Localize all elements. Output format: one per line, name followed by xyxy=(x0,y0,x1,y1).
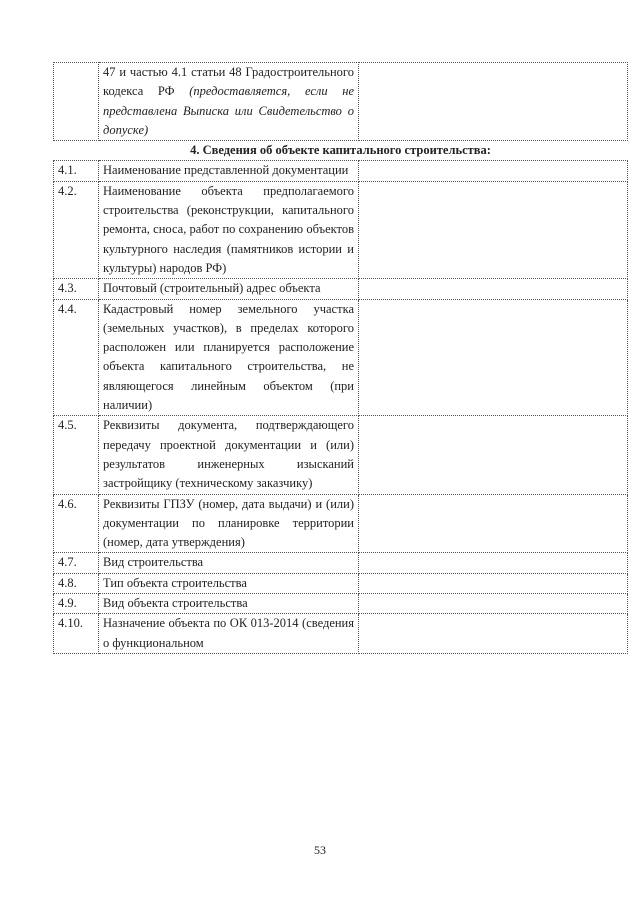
value-cell[interactable] xyxy=(359,279,628,299)
value-cell[interactable] xyxy=(359,494,628,553)
row-label: Наименование объекта предполагаемого строительства (реконструкции, капитального ремонта, сноса, работ по сохранению объектов культурного наследия (памятников истории и культуры) народов РФ) xyxy=(99,181,359,278)
table-row xyxy=(54,416,628,494)
value-cell[interactable] xyxy=(359,573,628,593)
value-cell[interactable] xyxy=(359,161,628,181)
section-title: 4. Сведения об объекте капитального строительства: xyxy=(190,143,491,158)
table-row xyxy=(54,161,628,181)
row-number: 4.2. xyxy=(54,181,99,278)
row-label: Реквизиты ГПЗУ (номер, дата выдачи) и (или) документации по планировке территории (номер, дата утверждения) xyxy=(99,494,359,553)
value-cell[interactable] xyxy=(359,299,628,416)
value-cell[interactable] xyxy=(359,63,628,141)
row-label: Назначение объекта по ОК 013-2014 (сведения о функциональном xyxy=(99,614,359,654)
table-row xyxy=(54,299,628,416)
value-cell[interactable] xyxy=(359,416,628,494)
row-number: 4.9. xyxy=(54,594,99,614)
row-label-italic-note: (предоставляется, если не представлена Выписка или Свидетельство о допуске) xyxy=(103,84,354,137)
table-row xyxy=(54,553,628,573)
row-label: Кадастровый номер земельного участка (земельных участков), в пределах которого расположен или планируется расположение объекта капитального строительства, не являющегося линейным объектом (при наличии) xyxy=(99,299,359,416)
table-row xyxy=(54,573,628,593)
row-number: 4.8. xyxy=(54,573,99,593)
row-label: Вид объекта строительства xyxy=(99,594,359,614)
row-number xyxy=(54,63,99,141)
form-table xyxy=(53,62,628,654)
row-label xyxy=(99,63,359,141)
table-row xyxy=(54,279,628,299)
form-rows xyxy=(54,161,628,653)
row-number: 4.1. xyxy=(54,161,99,181)
value-cell[interactable] xyxy=(359,181,628,278)
table-row xyxy=(54,614,628,654)
table-row xyxy=(54,181,628,278)
table-row xyxy=(54,594,628,614)
value-cell[interactable] xyxy=(359,553,628,573)
row-label-plain: 47 и частью 4.1 статьи 48 Градостроительного кодекса РФ xyxy=(103,65,354,99)
row-label: Наименование представленной документации xyxy=(99,161,359,181)
row-label: Почтовый (строительный) адрес объекта xyxy=(99,279,359,299)
row-number: 4.6. xyxy=(54,494,99,553)
row-number: 4.7. xyxy=(54,553,99,573)
row-number: 4.4. xyxy=(54,299,99,416)
row-label: Тип объекта строительства xyxy=(99,573,359,593)
row-number: 4.10. xyxy=(54,614,99,654)
row-label: Реквизиты документа, подтверждающего передачу проектной документации и (или) результатов инженерных изысканий застройщику (техническому заказчику) xyxy=(99,416,359,494)
table-row xyxy=(54,494,628,553)
page-number: 53 xyxy=(314,843,326,857)
value-cell[interactable] xyxy=(359,594,628,614)
value-cell[interactable] xyxy=(359,614,628,654)
row-label: Вид строительства xyxy=(99,553,359,573)
row-number: 4.3. xyxy=(54,279,99,299)
row-number: 4.5. xyxy=(54,416,99,494)
table-row-continuation xyxy=(54,63,628,141)
section-heading-row xyxy=(54,141,628,161)
